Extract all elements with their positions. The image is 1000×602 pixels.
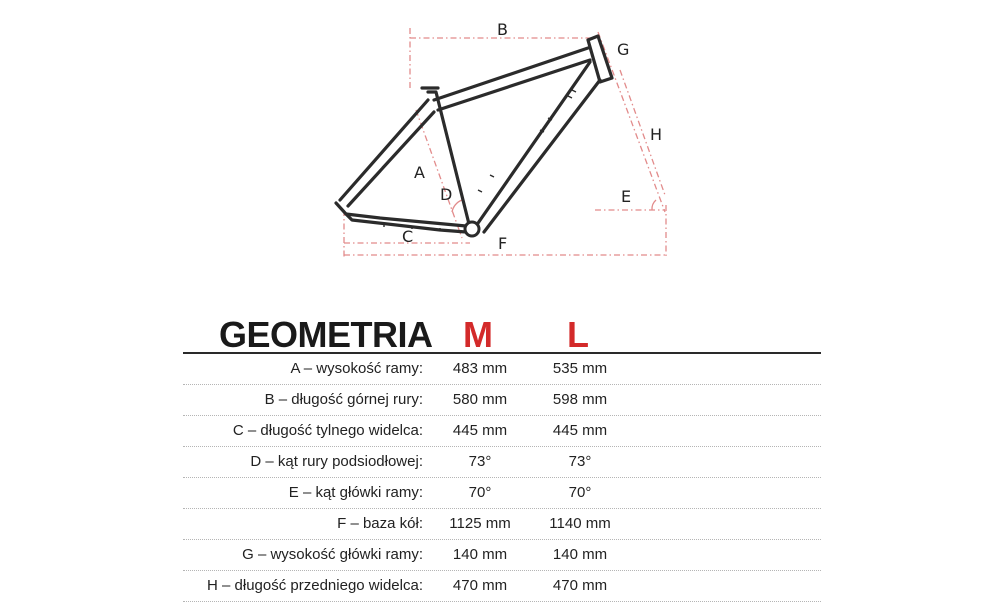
- table-header: [183, 314, 821, 355]
- down-tube-lower-edge: [484, 80, 600, 232]
- label-c: C: [402, 227, 414, 246]
- table-row: [183, 478, 821, 509]
- label-d: D: [440, 185, 453, 204]
- value-size-m: 1125 mm: [449, 515, 511, 532]
- value-size-m: 580 mm: [452, 391, 508, 408]
- label-e: E: [621, 187, 632, 206]
- label-g: G: [617, 40, 630, 59]
- value-size-l: 598 mm: [552, 391, 608, 408]
- value-size-l: 535 mm: [552, 360, 608, 377]
- frame-geometry-diagram: [0, 0, 1000, 300]
- bottom-bracket: [465, 222, 479, 236]
- table-row: [183, 571, 821, 602]
- table-row: [183, 509, 821, 540]
- value-size-l: 70°: [568, 484, 592, 501]
- bike-frame: [336, 36, 612, 236]
- value-size-m: 470 mm: [452, 577, 508, 594]
- table-row: [183, 354, 821, 385]
- angle-arc-d: [452, 200, 462, 212]
- table-row: [183, 447, 821, 478]
- label-a: A: [414, 163, 425, 182]
- seat-stay: [340, 100, 428, 200]
- value-size-m: 73°: [468, 453, 492, 470]
- row-label: A – wysokość ramy:: [290, 360, 423, 377]
- value-size-m: 483 mm: [452, 360, 508, 377]
- row-label: D – kąt rury podsiodłowej:: [250, 453, 423, 470]
- value-size-l: 445 mm: [552, 422, 608, 439]
- value-size-l: 140 mm: [552, 546, 608, 563]
- table-body: [183, 354, 821, 602]
- seat-stay-inner: [348, 112, 434, 206]
- geometry-table: [183, 314, 821, 602]
- label-f: F: [498, 234, 508, 253]
- row-label: F – baza kół:: [337, 515, 423, 532]
- row-label: B – długość górnej rury:: [264, 391, 423, 408]
- top-tube: [434, 48, 588, 100]
- label-h: H: [650, 125, 663, 144]
- angle-arc-e: [652, 200, 656, 210]
- frame-details: [384, 90, 576, 231]
- value-size-l: 470 mm: [552, 577, 608, 594]
- table-row: [183, 540, 821, 571]
- chain-stay: [336, 203, 466, 226]
- size-header-l: L: [567, 314, 589, 355]
- value-size-m: 70°: [468, 484, 492, 501]
- down-tube: [476, 62, 590, 226]
- row-label: C – długość tylnego widelca:: [232, 422, 423, 439]
- value-size-l: 73°: [568, 453, 592, 470]
- table-title: GEOMETRIA: [219, 314, 433, 355]
- row-label: H – długość przedniego widelca:: [207, 577, 423, 594]
- dimension-line-h: [598, 32, 665, 212]
- row-label: G – wysokość główki ramy:: [242, 546, 423, 563]
- label-b: B: [497, 20, 508, 39]
- value-size-l: 1140 mm: [549, 515, 611, 532]
- value-size-m: 140 mm: [452, 546, 508, 563]
- row-label: E – kąt główki ramy:: [288, 484, 423, 501]
- table-row: [183, 416, 821, 447]
- size-header-m: M: [463, 314, 493, 355]
- value-size-m: 445 mm: [452, 422, 508, 439]
- top-tube-lower-edge: [438, 60, 590, 110]
- table-row: [183, 385, 821, 416]
